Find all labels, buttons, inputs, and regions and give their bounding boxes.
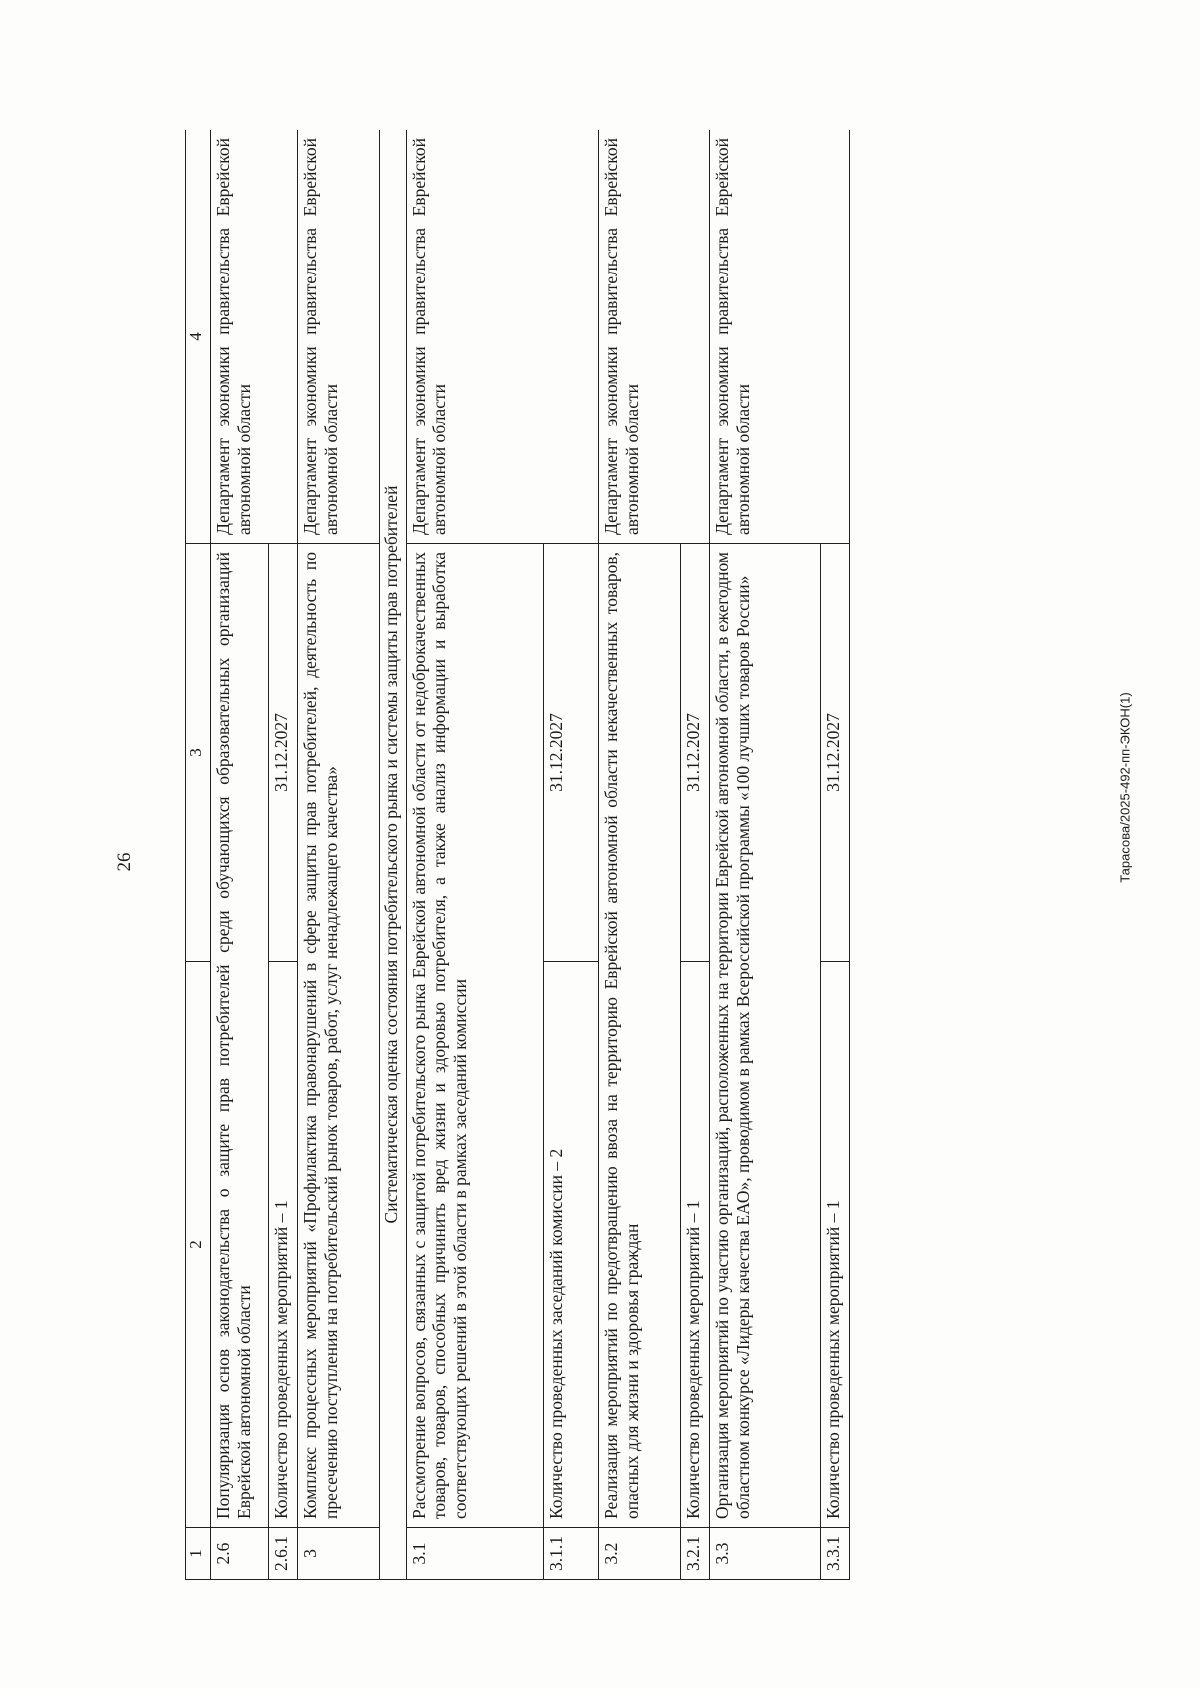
row-number: 2.6 bbox=[211, 1528, 269, 1580]
header-col-4: 4 bbox=[186, 130, 211, 544]
row-text: Количество проведенных заседаний комиссии – 2 bbox=[544, 962, 599, 1528]
table-rotator bbox=[185, 130, 850, 1580]
row-text: Комплекс процессных мероприятий «Профилактика правонарушений в сфере защиты прав потребителей, деятельность по пресечению поступления на потребительский рынок товаров, работ, услуг ненадлежащего качества» bbox=[297, 544, 379, 1528]
table-area bbox=[185, 130, 850, 1580]
row-number: 3.2.1 bbox=[681, 1528, 710, 1580]
row-text: Количество проведенных мероприятий – 1 bbox=[821, 962, 850, 1528]
row-text: Популяризация основ законодательства о защите прав потребителей среди обучающихся образовательных организаций Еврейской автономной области bbox=[211, 544, 269, 1528]
row-text: Реализация мероприятий по предотвращению ввоза на территорию Еврейской автономной области некачественных товаров, опасных для жизни и здоровья граждан bbox=[599, 544, 681, 1528]
header-row bbox=[186, 130, 211, 1580]
row-responsible: Департамент экономики правительства Еврейской автономной области bbox=[406, 130, 599, 544]
row-responsible: Департамент экономики правительства Еврейской автономной области bbox=[599, 130, 710, 544]
row-responsible: Департамент экономики правительства Еврейской автономной области bbox=[297, 130, 379, 544]
page-number: 26 bbox=[114, 852, 135, 872]
row-date: 31.12.2027 bbox=[269, 544, 298, 962]
row-number: 2.6.1 bbox=[269, 1528, 298, 1580]
table-row bbox=[297, 130, 379, 1580]
row-date: 31.12.2027 bbox=[821, 544, 850, 962]
row-number: 3 bbox=[297, 1528, 379, 1580]
row-text: Организация мероприятий по участию организаций, расположенных на территории Еврейской автономной области, в ежегодном областном конкурсе «Лидеры качества ЕАО», проводимом в рамках Всероссийской программы «100 лучших товаров России» bbox=[710, 544, 821, 1528]
measures-table bbox=[185, 130, 850, 1580]
row-text: Рассмотрение вопросов, связанных с защитой потребительского рынка Еврейской автономной области от недоброкачественных товаров, товаров, способных причинить вред жизни и здоровью потребителя, а также анализ информации и выработка соответствующих решений в этой области в рамках заседаний комиссии bbox=[406, 544, 543, 1528]
document-id: Тарасова/2025-492-пп-ЭКОН(1) bbox=[1117, 692, 1133, 883]
row-text: Количество проведенных мероприятий – 1 bbox=[269, 962, 298, 1528]
table-row bbox=[710, 130, 821, 1580]
table-row bbox=[599, 130, 681, 1580]
row-number: 3.2 bbox=[599, 1528, 681, 1580]
row-date: 31.12.2027 bbox=[544, 544, 599, 962]
row-date: 31.12.2027 bbox=[681, 544, 710, 962]
row-number: 3.1 bbox=[406, 1528, 543, 1580]
row-number: 3.3.1 bbox=[821, 1528, 850, 1580]
header-col-1: 1 bbox=[186, 1528, 211, 1580]
row-number: 3.1.1 bbox=[544, 1528, 599, 1580]
row-responsible: Департамент экономики правительства Еврейской автономной области bbox=[710, 130, 850, 544]
header-col-3: 3 bbox=[186, 544, 211, 962]
row-number: 3.3 bbox=[710, 1528, 821, 1580]
row-responsible: Департамент экономики правительства Еврейской автономной области bbox=[211, 130, 297, 544]
row-text: Количество проведенных мероприятий – 1 bbox=[681, 962, 710, 1528]
header-col-2: 2 bbox=[186, 962, 211, 1528]
section-title: Систематическая оценка состояния потребительского рынка и системы защиты прав потребителей bbox=[379, 130, 406, 1580]
section-row bbox=[379, 130, 406, 1580]
table-row bbox=[211, 130, 269, 1580]
table-row bbox=[406, 130, 543, 1580]
